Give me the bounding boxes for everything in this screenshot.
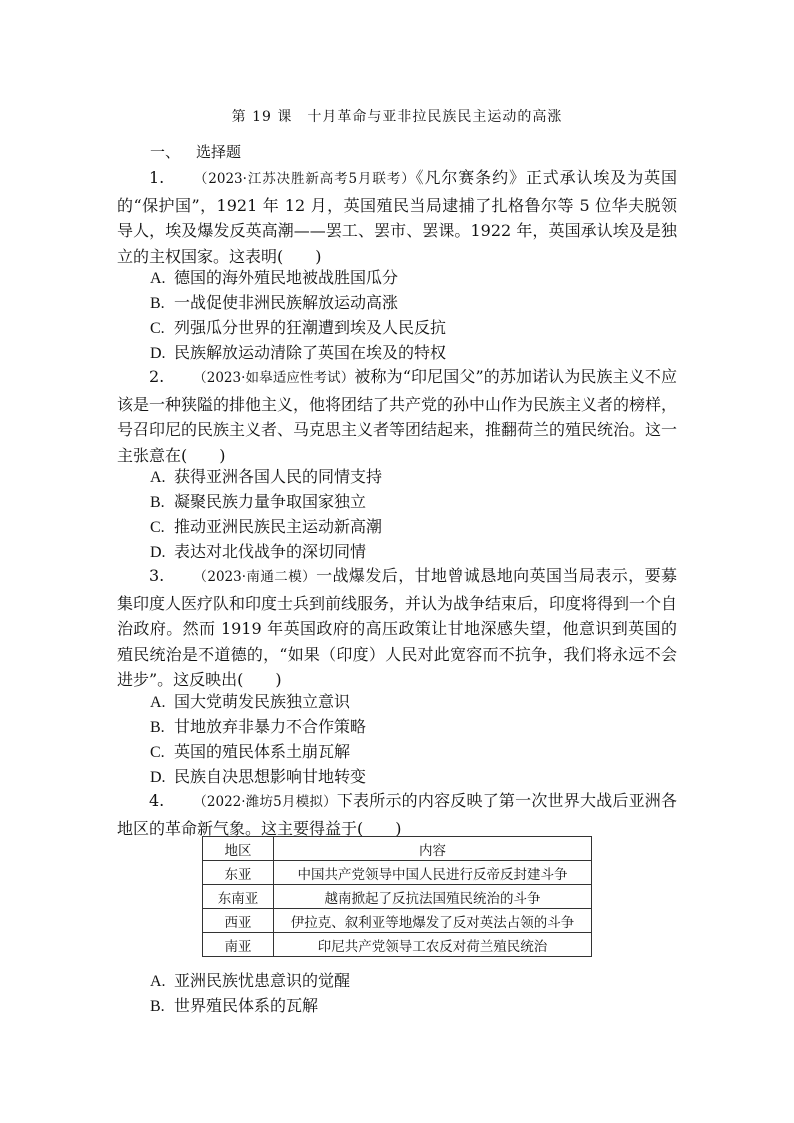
question-source: （2022·潍坊5月模拟） xyxy=(193,794,337,810)
option-letter: A. xyxy=(150,694,166,711)
question-1-option-b[interactable] xyxy=(150,290,398,317)
region-table xyxy=(202,836,592,957)
table-cell-region: 西亚 xyxy=(203,909,274,933)
question-1-option-d[interactable] xyxy=(150,340,446,367)
question-3-option-c[interactable] xyxy=(150,739,350,766)
option-letter: B. xyxy=(150,998,165,1015)
option-letter: C. xyxy=(150,519,165,536)
option-text: 获得亚洲各国人民的同情支持 xyxy=(174,467,383,486)
question-text: 下表所示的内容反映了第一次世界大战后亚洲各地区的革命新气象。这主要得益于( ) xyxy=(117,791,677,838)
question-4-option-b[interactable] xyxy=(150,993,318,1020)
option-text: 一战促使非洲民族解放运动高涨 xyxy=(174,293,399,312)
question-text: 被称为“印尼国父”的苏加诺认为民族主义不应该是一种狭隘的排他主义，他将团结了共产党的孙中山作为民族主义者的榜样，号召印尼的民族主义者、马克思主义者等团结起来，推翻荷兰的殖民统治。这一主张意在( ) xyxy=(117,367,678,465)
option-letter: A. xyxy=(150,270,166,287)
option-letter: D. xyxy=(150,769,166,786)
table-header-content: 内容 xyxy=(274,837,592,861)
question-2-option-d[interactable] xyxy=(150,539,366,566)
option-text: 甘地放弃非暴力不合作策略 xyxy=(174,717,367,736)
option-letter: D. xyxy=(150,544,166,561)
table-header-row xyxy=(203,837,592,861)
question-number: 4. xyxy=(149,791,165,810)
table-row xyxy=(203,885,592,909)
option-text: 凝聚民族力量争取国家独立 xyxy=(174,492,367,511)
option-letter: D. xyxy=(150,345,166,362)
option-letter: A. xyxy=(150,973,166,990)
question-3-option-d[interactable] xyxy=(150,764,366,791)
table-row xyxy=(203,909,592,933)
option-text: 民族自决思想影响甘地转变 xyxy=(174,767,367,786)
option-letter: B. xyxy=(150,719,165,736)
table-cell-region: 东亚 xyxy=(203,861,274,885)
option-letter: C. xyxy=(150,320,165,337)
table-cell-content: 中国共产党领导中国人民进行反帝反封建斗争 xyxy=(274,861,592,885)
option-text: 列强瓜分世界的狂潮遭到埃及人民反抗 xyxy=(174,318,447,337)
option-letter: A. xyxy=(150,469,166,486)
table-row xyxy=(203,861,592,885)
question-source: （2023·南通二模） xyxy=(193,569,317,585)
question-number: 2. xyxy=(149,367,165,386)
question-1-stem xyxy=(117,165,677,269)
question-3-option-a[interactable] xyxy=(150,689,350,716)
option-text: 德国的海外殖民地被战胜国瓜分 xyxy=(174,268,399,287)
option-text: 英国的殖民体系土崩瓦解 xyxy=(174,742,351,761)
question-2-option-a[interactable] xyxy=(150,464,382,491)
question-3-stem xyxy=(117,563,677,693)
option-text: 民族解放运动清除了英国在埃及的特权 xyxy=(174,343,447,362)
question-3-option-b[interactable] xyxy=(150,714,366,741)
question-source: （2023·如皋适应性考试） xyxy=(193,370,355,386)
section-number: 一、 xyxy=(150,143,181,161)
section-label: 选择题 xyxy=(196,143,242,161)
question-2-option-b[interactable] xyxy=(150,489,366,516)
table-cell-region: 南亚 xyxy=(203,933,274,957)
table-cell-content: 伊拉克、叙利亚等地爆发了反对英法占领的斗争 xyxy=(274,909,592,933)
page-title: 第 19 课 十月革命与亚非拉民族民主运动的高涨 xyxy=(231,109,563,125)
question-1-option-a[interactable] xyxy=(150,265,398,292)
question-source: （2023·江苏决胜新高考5月联考） xyxy=(193,171,416,187)
option-letter: B. xyxy=(150,494,165,511)
question-2-option-c[interactable] xyxy=(150,514,382,541)
option-text: 推动亚洲民族民主运动新高潮 xyxy=(174,517,383,536)
table-cell-region: 东南亚 xyxy=(203,885,274,909)
question-text: 《凡尔赛条约》正式承认埃及为英国的“保护国”，1921 年 12 月，英国殖民当局逮捕了扎格鲁尔等 5 位华夫脱领导人，埃及爆发反英高潮——罢工、罢市、罢课。1922 年，英国承认埃及是独立的主权国家。这表明( ) xyxy=(117,168,677,266)
section-heading xyxy=(150,141,241,162)
table-cell-content: 越南掀起了反抗法国殖民统治的斗争 xyxy=(274,885,592,909)
option-text: 国大党萌发民族独立意识 xyxy=(174,692,351,711)
option-text: 世界殖民体系的瓦解 xyxy=(174,996,319,1015)
table-header-region: 地区 xyxy=(203,837,274,861)
question-number: 1. xyxy=(149,168,165,187)
question-4-stem xyxy=(117,788,677,841)
question-2-stem xyxy=(117,364,677,468)
question-text: 一战爆发后，甘地曾诚恳地向英国当局表示，要募集印度人医疗队和印度士兵到前线服务，并认为战争结束后，印度将得到一个自治政府。然而 1919 年英国政府的高压政策让甘地深感失望，他意识到英国的殖民统治是不道德的，“如果（印度）人民对此宽容而不抗争，我们将永远不会进步”。这反映出( ) xyxy=(117,566,678,689)
question-number: 3. xyxy=(149,566,165,585)
option-letter: B. xyxy=(150,295,165,312)
option-text: 亚洲民族忧患意识的觉醒 xyxy=(174,971,351,990)
table-row xyxy=(203,933,592,957)
table-cell-content: 印尼共产党领导工农反对荷兰殖民统治 xyxy=(274,933,592,957)
option-text: 表达对北伐战争的深切同情 xyxy=(174,542,367,561)
question-1-option-c[interactable] xyxy=(150,315,446,342)
option-letter: C. xyxy=(150,744,165,761)
question-4-option-a[interactable] xyxy=(150,968,350,995)
